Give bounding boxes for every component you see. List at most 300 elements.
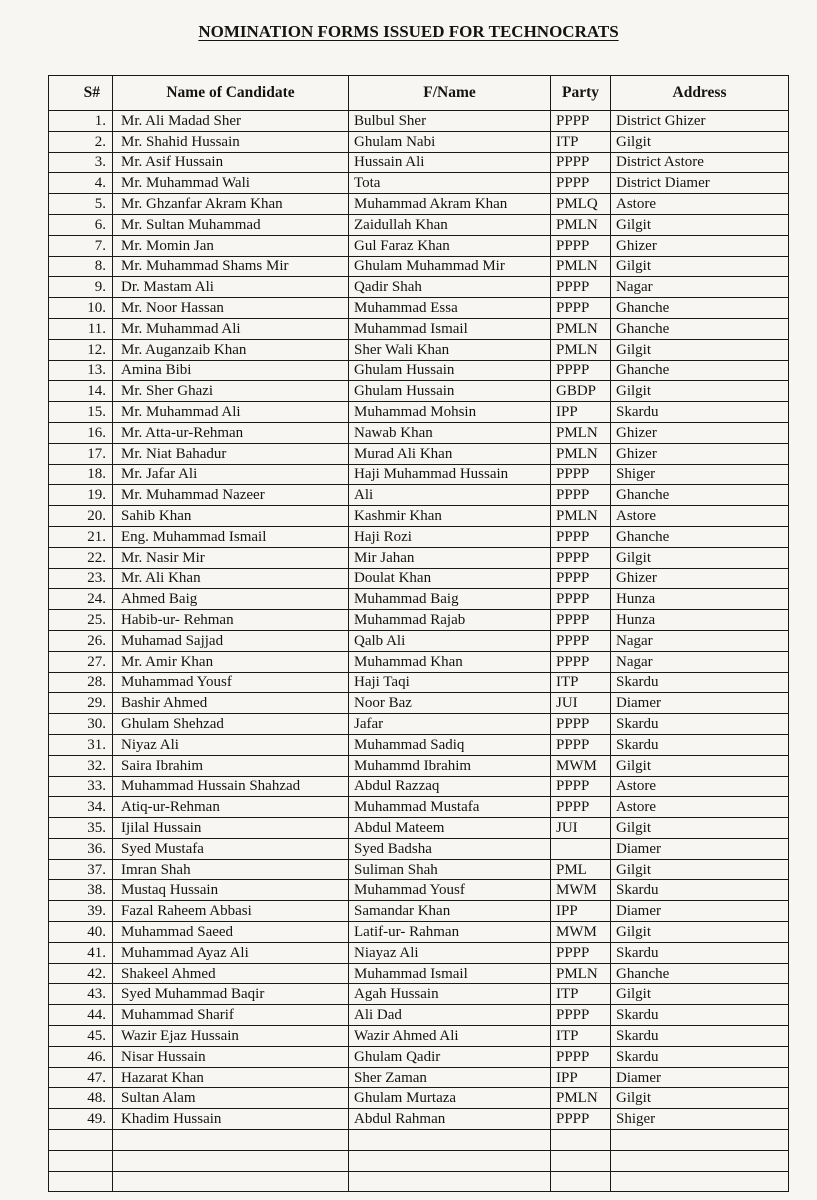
table-row [49, 838, 789, 859]
cell-party: PMLN [551, 1088, 611, 1109]
cell-party: ITP [551, 984, 611, 1005]
cell-father-name: Haji Muhammad Hussain [349, 464, 551, 485]
cell-father-name: Nawab Khan [349, 422, 551, 443]
cell-father-name: Latif-ur- Rahman [349, 922, 551, 943]
cell-father-name: Kashmir Khan [349, 506, 551, 527]
cell-father-name: Muhammad Akram Khan [349, 194, 551, 215]
cell-serial: 43. [49, 984, 113, 1005]
cell-party: PMLQ [551, 194, 611, 215]
cell-party: PPPP [551, 235, 611, 256]
cell-serial: 45. [49, 1026, 113, 1047]
cell-address: Shiger [611, 1109, 789, 1130]
cell-serial: 19. [49, 485, 113, 506]
cell-address: Gilgit [611, 214, 789, 235]
cell-party: PPPP [551, 734, 611, 755]
cell-party: PPPP [551, 797, 611, 818]
cell-candidate-name: Muhammad Saeed [113, 922, 349, 943]
cell-address: Ghizer [611, 568, 789, 589]
cell-father-name: Muhammad Mustafa [349, 797, 551, 818]
table-row [49, 131, 789, 152]
table-row [49, 256, 789, 277]
table-row [49, 630, 789, 651]
blank-row [49, 1171, 789, 1192]
cell-party: PPPP [551, 464, 611, 485]
cell-party: PPPP [551, 1005, 611, 1026]
table-row [49, 526, 789, 547]
cell-serial: 15. [49, 402, 113, 423]
cell-address: Diamer [611, 1067, 789, 1088]
cell-address: Gilgit [611, 131, 789, 152]
cell-father-name: Muhammad Ismail [349, 963, 551, 984]
cell-father-name: Ali [349, 485, 551, 506]
table-row [49, 298, 789, 319]
cell-serial: 23. [49, 568, 113, 589]
cell-father-name: Muhammad Ismail [349, 318, 551, 339]
blank-cell [113, 1130, 349, 1151]
cell-candidate-name: Mr. Muhammad Nazeer [113, 485, 349, 506]
cell-father-name: Murad Ali Khan [349, 443, 551, 464]
cell-party: PPPP [551, 1046, 611, 1067]
table-row [49, 734, 789, 755]
cell-party: MWM [551, 755, 611, 776]
cell-address: Gilgit [611, 922, 789, 943]
cell-serial: 41. [49, 942, 113, 963]
cell-address: Nagar [611, 277, 789, 298]
table-row [49, 360, 789, 381]
cell-father-name: Bulbul Sher [349, 111, 551, 132]
cell-candidate-name: Mr. Sultan Muhammad [113, 214, 349, 235]
table-header-row [49, 76, 789, 111]
cell-address: Skardu [611, 734, 789, 755]
cell-address: Diamer [611, 901, 789, 922]
cell-candidate-name: Mr. Ghzanfar Akram Khan [113, 194, 349, 215]
header-address: Address [611, 76, 789, 111]
cell-candidate-name: Shakeel Ahmed [113, 963, 349, 984]
cell-party: PPPP [551, 776, 611, 797]
blank-cell [611, 1150, 789, 1171]
cell-party: ITP [551, 672, 611, 693]
cell-address: Ghanche [611, 526, 789, 547]
cell-candidate-name: Eng. Muhammad Ismail [113, 526, 349, 547]
cell-father-name: Doulat Khan [349, 568, 551, 589]
cell-father-name: Ghulam Hussain [349, 381, 551, 402]
cell-candidate-name: Mr. Auganzaib Khan [113, 339, 349, 360]
cell-candidate-name: Amina Bibi [113, 360, 349, 381]
cell-party: PPPP [551, 547, 611, 568]
cell-father-name: Muhammad Rajab [349, 610, 551, 631]
cell-party: PPPP [551, 173, 611, 194]
cell-father-name: Ghulam Qadir [349, 1046, 551, 1067]
cell-address: Nagar [611, 651, 789, 672]
cell-party: PMLN [551, 443, 611, 464]
cell-serial: 44. [49, 1005, 113, 1026]
cell-party: JUI [551, 693, 611, 714]
table-row [49, 651, 789, 672]
cell-party: GBDP [551, 381, 611, 402]
table-row [49, 776, 789, 797]
cell-serial: 6. [49, 214, 113, 235]
cell-address: Nagar [611, 630, 789, 651]
cell-serial: 27. [49, 651, 113, 672]
cell-candidate-name: Mr. Nasir Mir [113, 547, 349, 568]
table-row [49, 1046, 789, 1067]
cell-party: PPPP [551, 298, 611, 319]
cell-candidate-name: Muhammad Hussain Shahzad [113, 776, 349, 797]
cell-serial: 5. [49, 194, 113, 215]
table-row [49, 547, 789, 568]
cell-father-name: Hussain Ali [349, 152, 551, 173]
cell-address: Skardu [611, 1046, 789, 1067]
cell-address: Ghanche [611, 485, 789, 506]
cell-candidate-name: Mustaq Hussain [113, 880, 349, 901]
blank-cell [551, 1130, 611, 1151]
cell-candidate-name: Ghulam Shehzad [113, 714, 349, 735]
cell-father-name: Muhammad Baig [349, 589, 551, 610]
blank-cell [49, 1130, 113, 1151]
cell-address: Gilgit [611, 381, 789, 402]
cell-candidate-name: Imran Shah [113, 859, 349, 880]
table-row [49, 152, 789, 173]
cell-serial: 9. [49, 277, 113, 298]
cell-candidate-name: Khadim Hussain [113, 1109, 349, 1130]
cell-candidate-name: Syed Muhammad Baqir [113, 984, 349, 1005]
table-row [49, 859, 789, 880]
cell-father-name: Niayaz Ali [349, 942, 551, 963]
cell-party: PML [551, 859, 611, 880]
table-row [49, 173, 789, 194]
blank-cell [349, 1150, 551, 1171]
cell-serial: 46. [49, 1046, 113, 1067]
cell-candidate-name: Mr. Atta-ur-Rehman [113, 422, 349, 443]
cell-party: PPPP [551, 589, 611, 610]
cell-father-name: Gul Faraz Khan [349, 235, 551, 256]
cell-candidate-name: Muhamad Sajjad [113, 630, 349, 651]
table-row [49, 1109, 789, 1130]
cell-serial: 42. [49, 963, 113, 984]
cell-address: Diamer [611, 693, 789, 714]
cell-candidate-name: Syed Mustafa [113, 838, 349, 859]
cell-serial: 49. [49, 1109, 113, 1130]
cell-serial: 13. [49, 360, 113, 381]
cell-serial: 28. [49, 672, 113, 693]
header-name: Name of Candidate [113, 76, 349, 111]
table-row [49, 901, 789, 922]
blank-cell [49, 1171, 113, 1192]
cell-candidate-name: Sahib Khan [113, 506, 349, 527]
cell-father-name: Ali Dad [349, 1005, 551, 1026]
cell-serial: 10. [49, 298, 113, 319]
cell-address: Ghanche [611, 360, 789, 381]
cell-serial: 34. [49, 797, 113, 818]
cell-serial: 16. [49, 422, 113, 443]
cell-party: PPPP [551, 1109, 611, 1130]
table-row [49, 422, 789, 443]
cell-father-name: Agah Hussain [349, 984, 551, 1005]
cell-party: ITP [551, 131, 611, 152]
cell-party: PMLN [551, 963, 611, 984]
cell-father-name: Qadir Shah [349, 277, 551, 298]
cell-serial: 22. [49, 547, 113, 568]
table-row [49, 277, 789, 298]
table-row [49, 755, 789, 776]
table-row [49, 402, 789, 423]
cell-candidate-name: Mr. Ali Khan [113, 568, 349, 589]
cell-address: Gilgit [611, 859, 789, 880]
cell-party: PMLN [551, 256, 611, 277]
cell-father-name: Tota [349, 173, 551, 194]
cell-address: Shiger [611, 464, 789, 485]
blank-cell [349, 1171, 551, 1192]
cell-address: Skardu [611, 714, 789, 735]
cell-party: PPPP [551, 111, 611, 132]
cell-party: PMLN [551, 339, 611, 360]
cell-address: Gilgit [611, 256, 789, 277]
table-row [49, 318, 789, 339]
cell-father-name: Samandar Khan [349, 901, 551, 922]
table-row [49, 1088, 789, 1109]
cell-address: District Ghizer [611, 111, 789, 132]
cell-candidate-name: Mr. Muhammad Wali [113, 173, 349, 194]
cell-address: Hunza [611, 589, 789, 610]
cell-candidate-name: Sultan Alam [113, 1088, 349, 1109]
cell-address: District Diamer [611, 173, 789, 194]
table-row [49, 464, 789, 485]
table-row [49, 568, 789, 589]
cell-party: JUI [551, 818, 611, 839]
table-row [49, 214, 789, 235]
table-row [49, 1005, 789, 1026]
cell-serial: 29. [49, 693, 113, 714]
cell-candidate-name: Bashir Ahmed [113, 693, 349, 714]
cell-serial: 2. [49, 131, 113, 152]
cell-party: PMLN [551, 506, 611, 527]
cell-candidate-name: Muhammad Sharif [113, 1005, 349, 1026]
cell-candidate-name: Atiq-ur-Rehman [113, 797, 349, 818]
cell-serial: 32. [49, 755, 113, 776]
candidates-table [48, 75, 789, 1192]
cell-serial: 14. [49, 381, 113, 402]
cell-address: Ghizer [611, 235, 789, 256]
cell-serial: 30. [49, 714, 113, 735]
cell-serial: 35. [49, 818, 113, 839]
cell-serial: 24. [49, 589, 113, 610]
cell-father-name: Syed Badsha [349, 838, 551, 859]
cell-serial: 40. [49, 922, 113, 943]
header-father-name: F/Name [349, 76, 551, 111]
blank-cell [113, 1171, 349, 1192]
cell-party: PPPP [551, 630, 611, 651]
cell-father-name: Wazir Ahmed Ali [349, 1026, 551, 1047]
cell-address: Astore [611, 776, 789, 797]
cell-party: IPP [551, 1067, 611, 1088]
table-row [49, 485, 789, 506]
blank-cell [113, 1150, 349, 1171]
cell-address: Ghanche [611, 298, 789, 319]
blank-cell [551, 1171, 611, 1192]
cell-address: Skardu [611, 402, 789, 423]
cell-party: IPP [551, 901, 611, 922]
cell-address: Ghanche [611, 318, 789, 339]
cell-candidate-name: Muhammad Ayaz Ali [113, 942, 349, 963]
cell-party: PPPP [551, 277, 611, 298]
cell-candidate-name: Hazarat Khan [113, 1067, 349, 1088]
cell-candidate-name: Mr. Asif Hussain [113, 152, 349, 173]
table-row [49, 984, 789, 1005]
cell-candidate-name: Mr. Ali Madad Sher [113, 111, 349, 132]
cell-party: PMLN [551, 422, 611, 443]
cell-father-name: Muhammad Mohsin [349, 402, 551, 423]
cell-father-name: Haji Rozi [349, 526, 551, 547]
table-row [49, 942, 789, 963]
cell-party: PPPP [551, 610, 611, 631]
cell-serial: 39. [49, 901, 113, 922]
cell-address: Skardu [611, 942, 789, 963]
cell-serial: 20. [49, 506, 113, 527]
cell-party: IPP [551, 402, 611, 423]
cell-father-name: Muhammd Ibrahim [349, 755, 551, 776]
cell-father-name: Jafar [349, 714, 551, 735]
cell-serial: 7. [49, 235, 113, 256]
table-row [49, 1026, 789, 1047]
table-row [49, 922, 789, 943]
cell-party: PPPP [551, 942, 611, 963]
table-row [49, 1067, 789, 1088]
cell-candidate-name: Fazal Raheem Abbasi [113, 901, 349, 922]
blank-cell [349, 1130, 551, 1151]
blank-cell [611, 1130, 789, 1151]
cell-serial: 17. [49, 443, 113, 464]
cell-serial: 11. [49, 318, 113, 339]
blank-cell [611, 1171, 789, 1192]
cell-party [551, 838, 611, 859]
cell-candidate-name: Mr. Niat Bahadur [113, 443, 349, 464]
cell-address: Gilgit [611, 755, 789, 776]
cell-serial: 8. [49, 256, 113, 277]
cell-candidate-name: Saira Ibrahim [113, 755, 349, 776]
cell-party: PPPP [551, 152, 611, 173]
blank-row [49, 1130, 789, 1151]
cell-father-name: Abdul Rahman [349, 1109, 551, 1130]
cell-serial: 3. [49, 152, 113, 173]
cell-serial: 25. [49, 610, 113, 631]
cell-party: PPPP [551, 568, 611, 589]
cell-serial: 47. [49, 1067, 113, 1088]
cell-candidate-name: Muhammad Yousf [113, 672, 349, 693]
cell-serial: 1. [49, 111, 113, 132]
cell-serial: 36. [49, 838, 113, 859]
cell-serial: 37. [49, 859, 113, 880]
cell-father-name: Ghulam Hussain [349, 360, 551, 381]
table-row [49, 963, 789, 984]
cell-address: Skardu [611, 1005, 789, 1026]
cell-father-name: Ghulam Murtaza [349, 1088, 551, 1109]
cell-party: PPPP [551, 360, 611, 381]
cell-address: Gilgit [611, 1088, 789, 1109]
cell-father-name: Qalb Ali [349, 630, 551, 651]
cell-candidate-name: Mr. Muhammad Ali [113, 318, 349, 339]
cell-address: Gilgit [611, 818, 789, 839]
cell-address: Gilgit [611, 547, 789, 568]
cell-candidate-name: Mr. Jafar Ali [113, 464, 349, 485]
table-row [49, 111, 789, 132]
cell-father-name: Ghulam Muhammad Mir [349, 256, 551, 277]
table-row [49, 506, 789, 527]
table-row [49, 693, 789, 714]
cell-candidate-name: Nisar Hussain [113, 1046, 349, 1067]
cell-address: Astore [611, 797, 789, 818]
page-title [0, 22, 817, 42]
cell-candidate-name: Ijilal Hussain [113, 818, 349, 839]
cell-address: Diamer [611, 838, 789, 859]
cell-father-name: Abdul Razzaq [349, 776, 551, 797]
cell-address: Ghanche [611, 963, 789, 984]
cell-candidate-name: Ahmed Baig [113, 589, 349, 610]
cell-candidate-name: Mr. Muhammad Shams Mir [113, 256, 349, 277]
cell-address: Ghizer [611, 443, 789, 464]
cell-candidate-name: Mr. Amir Khan [113, 651, 349, 672]
cell-father-name: Muhammad Yousf [349, 880, 551, 901]
table-row [49, 339, 789, 360]
cell-candidate-name: Niyaz Ali [113, 734, 349, 755]
cell-father-name: Sher Zaman [349, 1067, 551, 1088]
table-row [49, 610, 789, 631]
cell-address: Hunza [611, 610, 789, 631]
cell-address: Skardu [611, 672, 789, 693]
cell-address: Ghizer [611, 422, 789, 443]
cell-father-name: Sher Wali Khan [349, 339, 551, 360]
cell-serial: 4. [49, 173, 113, 194]
cell-father-name: Muhammad Sadiq [349, 734, 551, 755]
cell-party: PPPP [551, 526, 611, 547]
cell-candidate-name: Habib-ur- Rehman [113, 610, 349, 631]
cell-address: Astore [611, 506, 789, 527]
cell-father-name: Haji Taqi [349, 672, 551, 693]
cell-party: MWM [551, 880, 611, 901]
cell-address: Gilgit [611, 339, 789, 360]
table-row [49, 672, 789, 693]
cell-address: District Astore [611, 152, 789, 173]
header-party: Party [551, 76, 611, 111]
cell-party: PPPP [551, 714, 611, 735]
cell-serial: 38. [49, 880, 113, 901]
table-row [49, 714, 789, 735]
cell-candidate-name: Mr. Muhammad Ali [113, 402, 349, 423]
cell-serial: 33. [49, 776, 113, 797]
cell-address: Astore [611, 194, 789, 215]
page-title-text: NOMINATION FORMS ISSUED FOR TECHNOCRATS [198, 22, 619, 41]
cell-father-name: Muhammad Essa [349, 298, 551, 319]
cell-father-name: Suliman Shah [349, 859, 551, 880]
cell-party: PPPP [551, 651, 611, 672]
cell-party: MWM [551, 922, 611, 943]
cell-father-name: Abdul Mateem [349, 818, 551, 839]
blank-row [49, 1150, 789, 1171]
cell-serial: 26. [49, 630, 113, 651]
table-row [49, 818, 789, 839]
cell-serial: 48. [49, 1088, 113, 1109]
header-serial: S# [49, 76, 113, 111]
table-body [49, 111, 789, 1192]
cell-father-name: Ghulam Nabi [349, 131, 551, 152]
cell-candidate-name: Wazir Ejaz Hussain [113, 1026, 349, 1047]
table-row [49, 797, 789, 818]
table-row [49, 589, 789, 610]
table-row [49, 235, 789, 256]
cell-candidate-name: Mr. Sher Ghazi [113, 381, 349, 402]
cell-address: Gilgit [611, 984, 789, 1005]
cell-party: PMLN [551, 318, 611, 339]
cell-party: ITP [551, 1026, 611, 1047]
